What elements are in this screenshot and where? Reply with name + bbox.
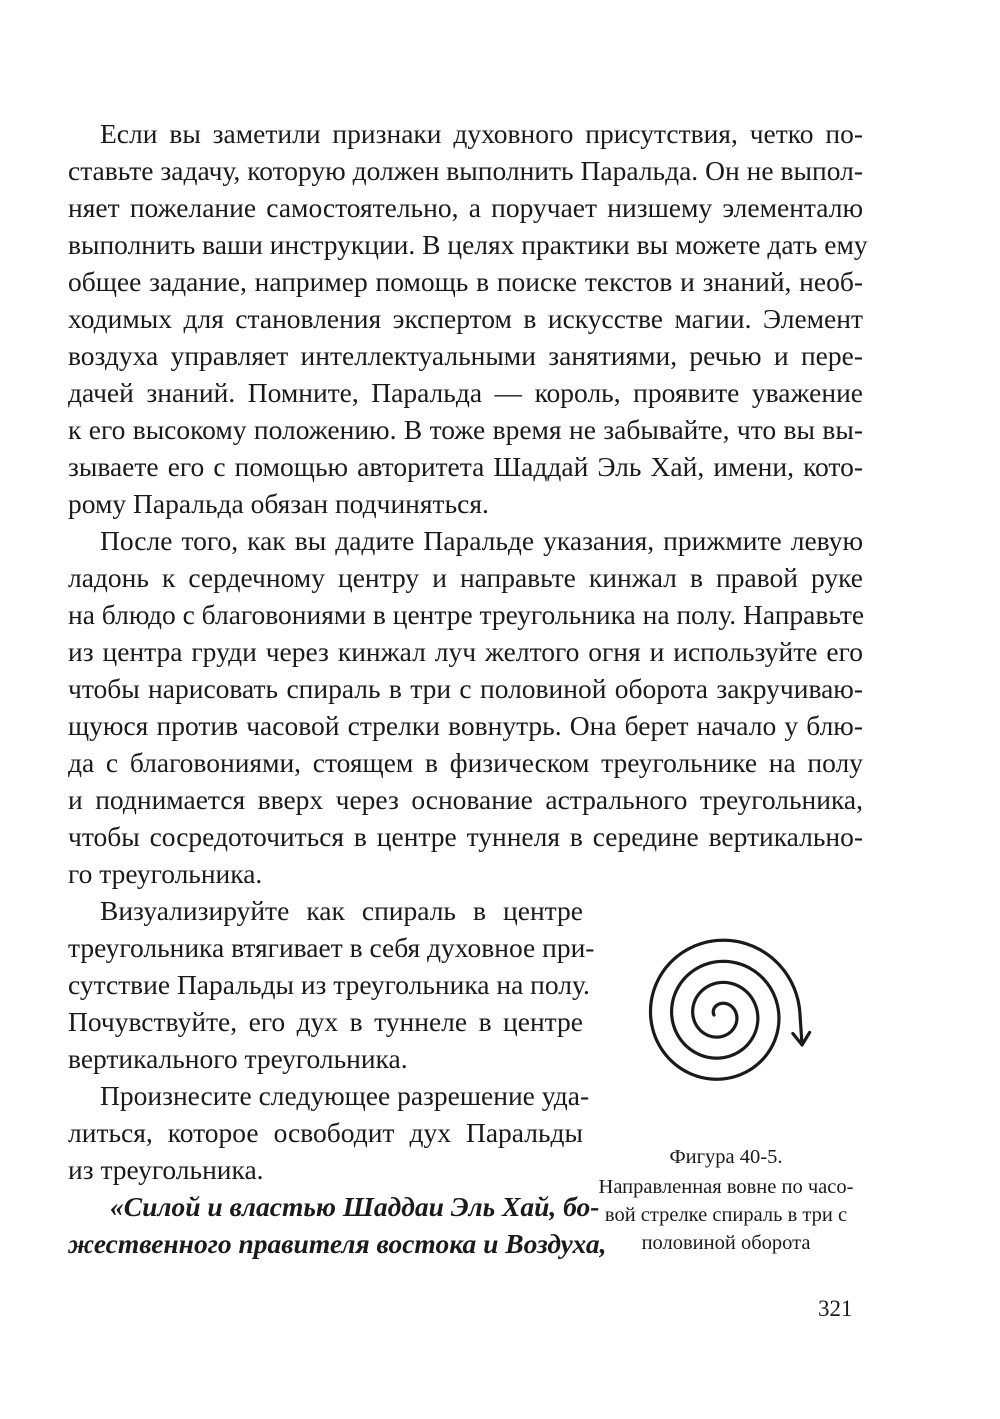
spiral-line (650, 940, 802, 1079)
text-line: к его высокому положению. В тоже время не забывайте, что вы вы- (68, 414, 863, 445)
text-line: чтобы нарисовать спираль в три с половиной оборота закручиваю- (68, 673, 863, 704)
figure-caption-line: Направленная вовне по часо- (598, 1176, 854, 1198)
text-line: дачей знаний. Помните, Паральда — король, проявите уважение (68, 377, 863, 408)
text-line: Произнесите следующее разрешение уда- (100, 1080, 590, 1111)
text-line: Визуализируйте как спираль в центре (100, 895, 583, 926)
text-line: ладонь к сердечному центру и направьте кинжал в правой руке (68, 562, 863, 593)
text-line: воздуха управляет интеллектуальными занятиями, речью и пере- (68, 340, 863, 371)
page-number: 321 (818, 1296, 853, 1321)
text-line: и поднимается вверх через основание астрального треугольника, (68, 784, 863, 815)
text-line: выполнить ваши инструкции. В целях практики вы можете дать ему (68, 229, 868, 260)
text-line: общее задание, например помощь в поиске текстов и знаний, необ- (68, 266, 863, 297)
text-line: Если вы заметили признаки духовного присутствия, четко по- (100, 118, 863, 149)
text-line: чтобы сосредоточиться в центре туннеля в середине вертикально- (68, 821, 863, 852)
figure-caption-title: Фигура 40-5. (669, 1146, 783, 1168)
invocation-line: жественного правителя востока и Воздуха, (68, 1228, 607, 1259)
text-line: треугольника втягивает в себя духовное при- (68, 932, 595, 963)
text-line: вертикального треугольника. (68, 1043, 408, 1074)
text-line: из треугольника. (68, 1154, 264, 1185)
figure-caption-line: половиной оборота (641, 1232, 811, 1254)
text-line: на блюдо с благовониями в центре треугольника на полу. Направьте (68, 599, 865, 630)
text-line: ставьте задачу, которую должен выполнить Паральда. Он не выпол- (68, 155, 863, 186)
text-line: зываете его с помощью авторитета Шаддай Эль Хай, имени, кото- (68, 451, 863, 482)
text-line: литься, которое освободит дух Паральды (68, 1117, 583, 1148)
spiral-figure (620, 905, 820, 1105)
text-line: Почувствуйте, его дух в туннеле в центре (68, 1006, 583, 1037)
text-line: из центра груди через кинжал луч желтого огня и используйте его (68, 636, 863, 667)
text-line: ходимых для становления экспертом в искусстве магии. Элемент (68, 303, 863, 334)
figure-caption-line: вой стрелке спираль в три с (604, 1204, 848, 1226)
text-line: сутствие Паральды из треугольника на полу. (68, 969, 590, 1000)
text-line: щуюся против часовой стрелки вовнутрь. Она берет начало у блю- (68, 710, 863, 741)
invocation-line: «Силой и властью Шаддаи Эль Хай, бо- (110, 1191, 600, 1222)
text-line: да с благовониями, стоящем в физическом треугольнике на полу (68, 747, 863, 778)
text-line: няет пожелание самостоятельно, а поручает низшему элементалю (68, 192, 863, 223)
text-line: рому Паральда обязан подчиняться. (68, 488, 489, 519)
text-line: го треугольника. (68, 858, 263, 889)
text-line: После того, как вы дадите Паральде указания, прижмите левую (100, 525, 863, 556)
